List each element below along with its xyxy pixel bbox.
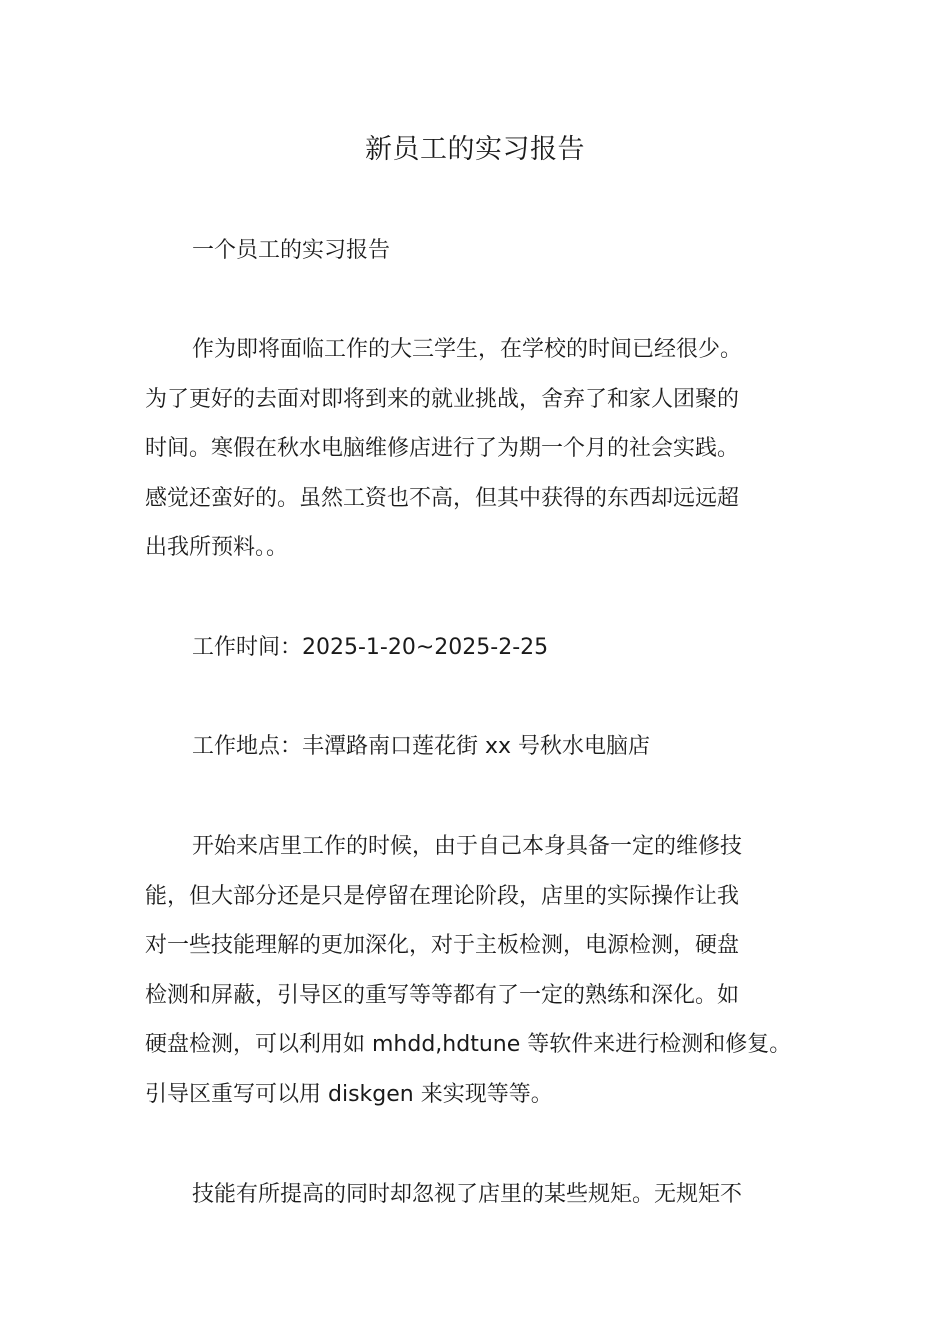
paragraph-line: 作为即将面临工作的大三学生，在学校的时间已经很少。 — [192, 337, 743, 362]
paragraph-intro — [145, 325, 835, 573]
paragraph-line: 检测和屏蔽，引导区的重写等等都有了一定的熟练和深化。如 — [145, 982, 740, 1008]
work-location-line: 工作地点：丰潭路南口莲花街 xx 号秋水电脑店 — [192, 734, 651, 759]
paragraph-work-time — [145, 623, 835, 673]
work-time-line: 工作时间：2025-1-20~2025-2-25 — [192, 635, 549, 660]
paragraph-line: 出我所预料。。 — [145, 535, 289, 560]
paragraph-rules — [145, 1170, 835, 1220]
paragraph-line: 为了更好的去面对即将到来的就业挑战，舍弃了和家人团聚的 — [145, 386, 740, 412]
paragraph-line: 引导区重写可以用 diskgen 来实现等等。 — [145, 1081, 553, 1107]
paragraph-line: 时间。寒假在秋水电脑维修店进行了为期一个月的社会实践。 — [145, 436, 740, 461]
paragraph-line: 硬盘检测，可以利用如 mhdd,hdtune 等软件来进行检测和修复。 — [145, 1032, 792, 1057]
paragraph-work-location — [145, 722, 835, 772]
paragraph-skills — [145, 822, 835, 1119]
paragraph-line: 对一些技能理解的更加深化，对于主板检测，电源检测，硬盘 — [145, 933, 740, 958]
paragraph-line: 开始来店里工作的时候，由于自己本身具备一定的维修技 — [192, 834, 743, 859]
document-title: 新员工的实习报告 — [365, 134, 585, 165]
paragraph-line: 能，但大部分还是只是停留在理论阶段，店里的实际操作让我 — [145, 883, 740, 909]
section-heading — [145, 226, 835, 276]
section-heading-text: 一个员工的实习报告 — [192, 238, 391, 263]
paragraph-line: 技能有所提高的同时却忽视了店里的某些规矩。无规矩不 — [192, 1182, 743, 1207]
paragraph-line: 感觉还蛮好的。虽然工资也不高，但其中获得的东西却远远超 — [145, 485, 740, 511]
